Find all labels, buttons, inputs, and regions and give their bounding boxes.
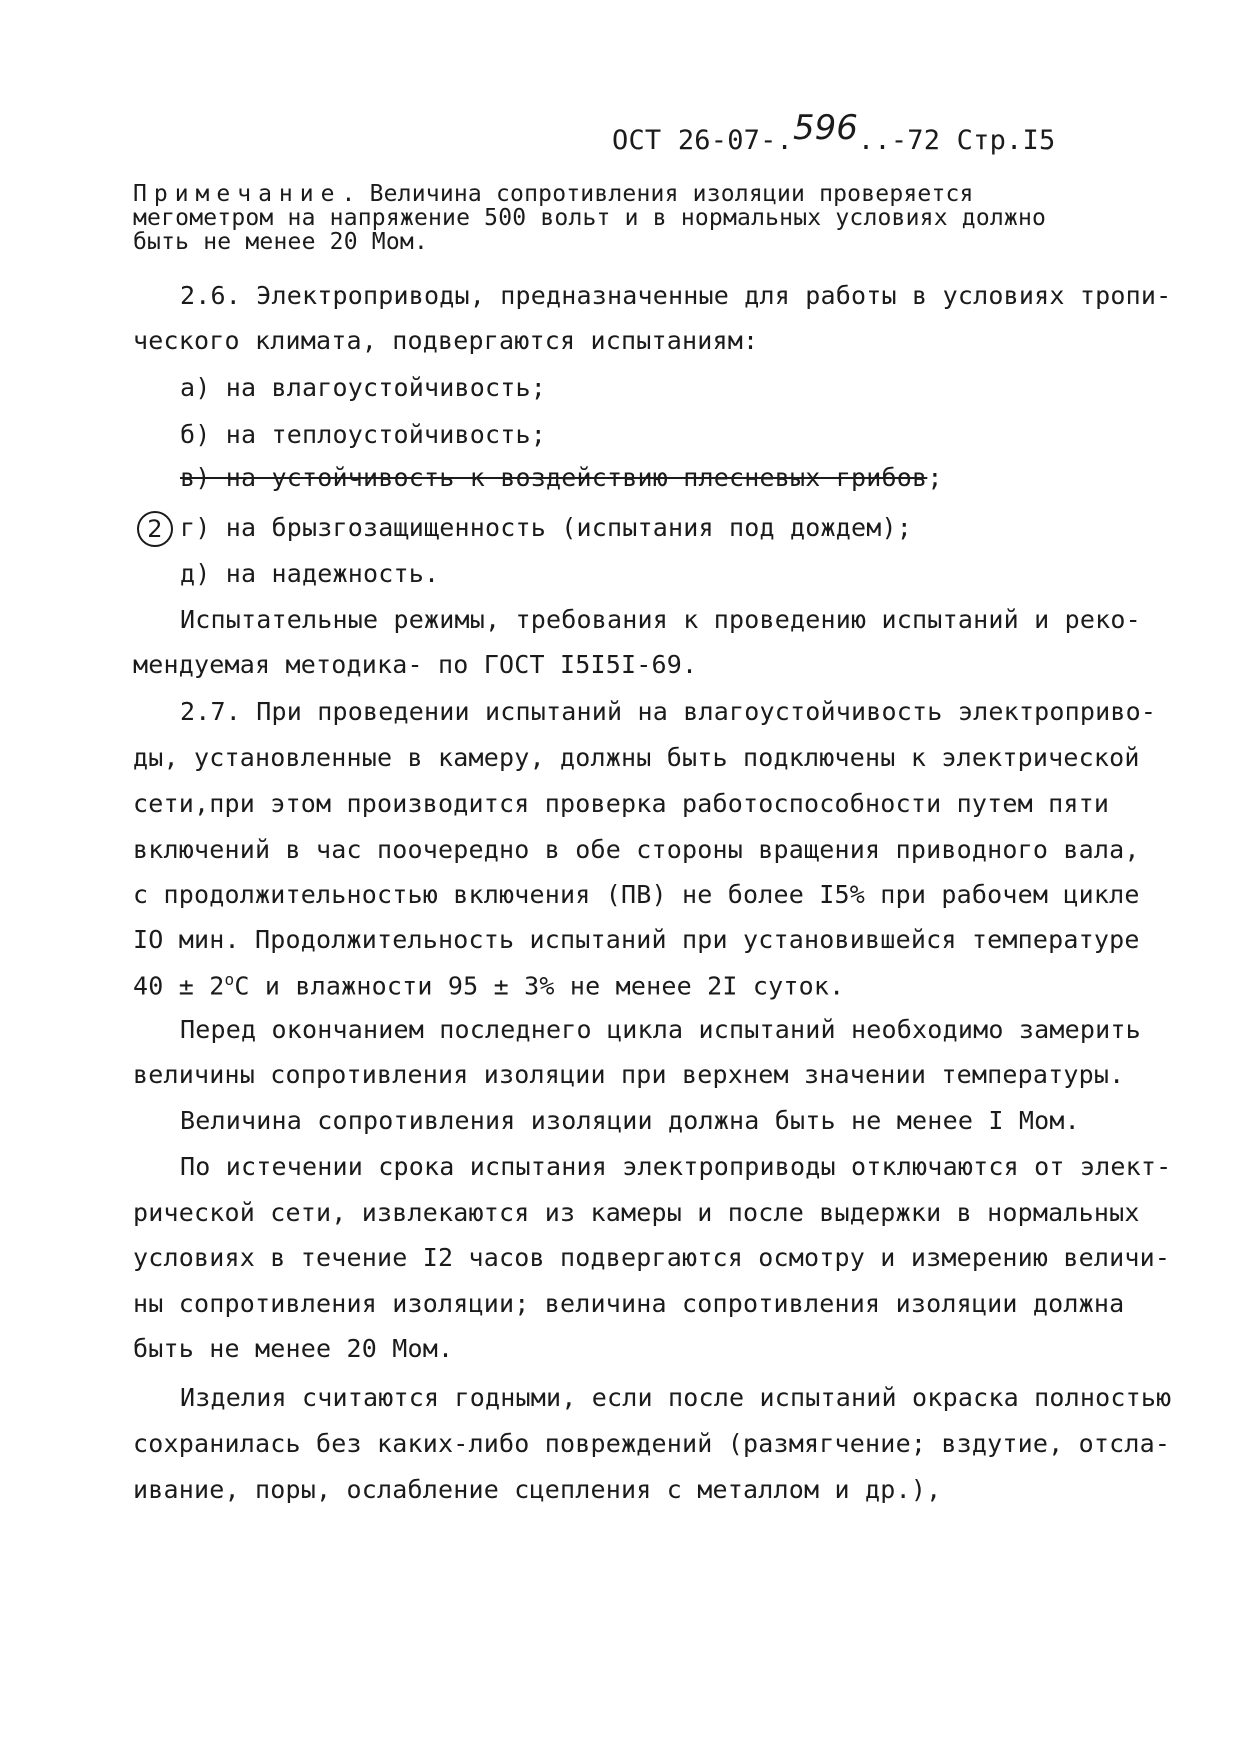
header-suffix: -72 Стр.I5	[890, 125, 1056, 156]
list-item-a: а) на влагоустойчивость;	[180, 373, 547, 402]
s27-line-6: IO мин. Продолжительность испытаний при установившейся температуре	[133, 925, 1140, 954]
handwritten-number: 596	[793, 108, 858, 148]
struck-item-end: ;	[927, 463, 943, 492]
after-test-line-5: быть не менее 20 Мом.	[133, 1334, 454, 1363]
note-line-3: быть не менее 20 Мом.	[133, 229, 428, 255]
list-item-d: д) на надежность.	[180, 559, 440, 588]
modes-line-2: мендуемая методика- по ГОСТ I5I5I-69.	[133, 650, 698, 679]
list-item-b: б) на теплоустойчивость;	[180, 420, 547, 449]
header-prefix: ОСТ 26-07-.	[612, 125, 794, 156]
after-test-line-4: ны сопротивления изоляции; величина сопротивления изоляции должна	[133, 1289, 1125, 1318]
modes-line-1: Испытательные режимы, требования к проведению испытаний и реко-	[180, 605, 1141, 634]
s26-line-1: 2.6. Электроприводы, предназначенные для работы в условиях тропи-	[180, 281, 1172, 310]
struck-text: в) на устойчивость к воздействию плесневых грибов	[180, 463, 928, 492]
measure-line-1: Перед окончанием последнего цикла испытаний необходимо замерить	[180, 1015, 1141, 1044]
note-line-1-text: . Величина сопротивления изоляции проверяется	[341, 181, 974, 207]
note-line-2: мегометром на напряжение 500 вольт и в нормальных условиях должно	[133, 205, 1047, 231]
acceptance-line-1: Изделия считаются годными, если после испытаний окраска полностью	[180, 1383, 1172, 1412]
s27-line-2: ды, установленные в камеру, должны быть подключены к электрической	[133, 743, 1140, 772]
s27-line-7-rest: С и влажности 95 ± 3% не менее 2I суток.	[234, 971, 845, 1001]
s26-line-2: ческого климата, подвергаются испытаниям:	[133, 326, 759, 355]
page-header	[612, 108, 1056, 158]
s27-line-4: включений в час поочередно в обе стороны вращения приводного вала,	[133, 835, 1140, 864]
note-label: Примечание	[133, 181, 342, 207]
header-dots: ..	[857, 125, 891, 156]
temperature-value: 40 ± 2	[133, 971, 225, 1001]
acceptance-line-3: ивание, поры, ослабление сцепления с металлом и др.),	[133, 1475, 942, 1504]
list-item-v-struck	[180, 463, 943, 492]
degree-sign: о	[224, 970, 235, 989]
after-test-line-2: рической сети, извлекаются из камеры и после выдержки в нормальных	[133, 1198, 1140, 1227]
note-line-1	[133, 182, 974, 206]
circled-revision-mark: 2	[137, 511, 173, 547]
acceptance-line-2: сохранилась без каких-либо повреждений (размягчение; вздутие, отсла-	[133, 1429, 1171, 1458]
s27-line-3: сети,при этом производится проверка работоспособности путем пяти	[133, 789, 1110, 818]
after-test-line-1: По истечении срока испытания электроприводы отключаются от элект-	[180, 1152, 1172, 1181]
list-item-g: г) на брызгозащищенность (испытания под дождем);	[180, 513, 913, 542]
s27-line-7	[133, 970, 844, 1000]
resistance-line: Величина сопротивления изоляции должна быть не менее I Мом.	[180, 1106, 1080, 1135]
after-test-line-3: условиях в течение I2 часов подвергаются осмотру и измерению величи-	[133, 1243, 1171, 1272]
s27-line-1: 2.7. При проведении испытаний на влагоустойчивость электроприво-	[180, 697, 1157, 726]
measure-line-2: величины сопротивления изоляции при верхнем значении температуры.	[133, 1060, 1125, 1089]
s27-line-5: с продолжительностью включения (ПВ) не более I5% при рабочем цикле	[133, 880, 1140, 909]
